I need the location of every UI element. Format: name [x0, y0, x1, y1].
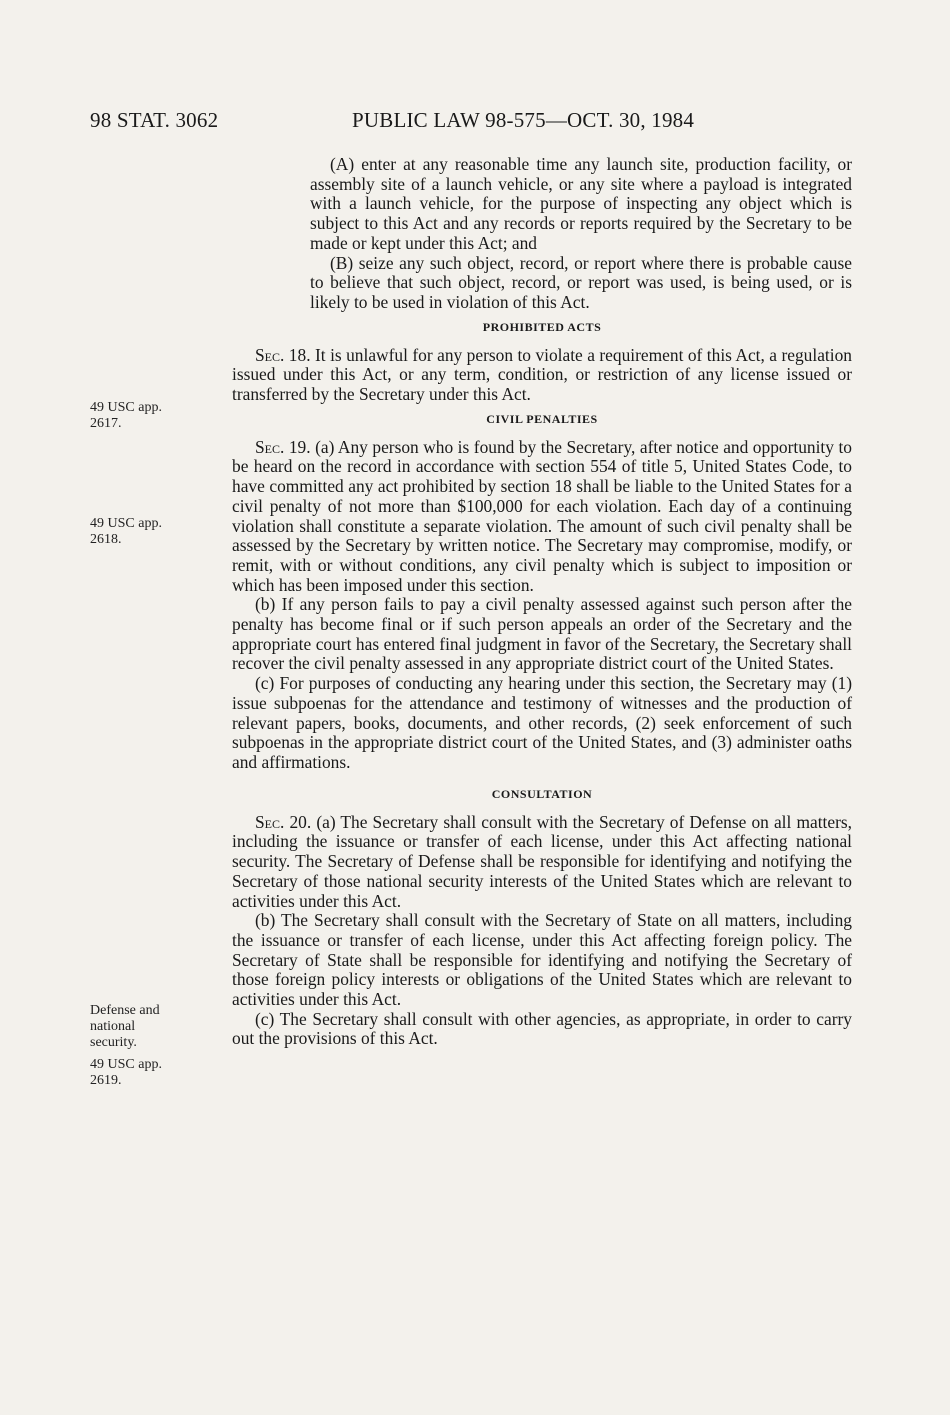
margin-note-sec20-usc: [90, 1057, 200, 1089]
margin-note-sec19: [90, 516, 200, 548]
margin-note-line: 49 USC app.: [90, 1057, 162, 1072]
public-law-title: PUBLIC LAW 98-575—OCT. 30, 1984: [352, 108, 695, 132]
heading-civil-penalties: CIVIL PENALTIES: [486, 411, 598, 426]
paragraph-b: (B) seize any such object, record, or report where there is probable cause to believe that such object, record, or report was used, is being used, or is likely to be used in violation of this Act.: [310, 252, 852, 312]
section-text: (a) Any person who is found by the Secretary, after notice and opportunity to be heard on the record in accordance with section 554 of title 5, United States Code, to have committed any act prohibited by section 18 shall be liable to the United States for a civil penalty of not more than $100,000 for each violation. Each day of a continuing violation shall constitute a separate violation. The amount of such civil penalty shall be assessed by the Secretary by written notice. The Secretary may compromise, modify, or remit, with or without conditions, any civil penalty which is subject to imposition or which has been imposed under this section.: [232, 436, 852, 595]
section-label: Sec. 19.: [255, 436, 311, 457]
section-text: It is unlawful for any person to violate a requirement of this Act, a regulation issued under this Act, or any term, condition, or restriction of any license issued or transferred by the Secretary under this Act.: [232, 344, 852, 405]
margin-note-line: 49 USC app.: [90, 400, 162, 415]
margin-note-line: Defense and: [90, 1003, 160, 1018]
section-label: Sec. 20.: [255, 811, 312, 832]
margin-note-line: security.: [90, 1035, 137, 1050]
section-18: [232, 346, 852, 405]
section-19-b: (b) If any person fails to pay a civil penalty assessed against such person after the penalty has become final or if such person appeals an order of the Secretary and the appropriate court has entered final judgment in favor of the Secretary, the Secretary shall recover the civil penalty assessed in any appropriate district court of the United States.: [232, 594, 852, 674]
section-text: (a) The Secretary shall consult with the Secretary of Defense on all matters, including the issuance or transfer of each license, under this Act affecting national security. The Secretary of Defense shall be responsible for identifying and notifying the Secretary of those national security interests of the United States which are relevant to activities under this Act.: [232, 811, 852, 911]
section-20-b: (b) The Secretary shall consult with the Secretary of State on all matters, including the issuance or transfer of each license, under this Act affecting foreign policy. The Secretary of State shall be responsible for identifying and notifying the Secretary of those foreign policy interests or obligations of the United States which are relevant to activities under this Act.: [232, 910, 852, 1010]
section-20-a: [232, 813, 852, 912]
section-label: Sec. 18.: [255, 344, 311, 365]
section-19-a: [232, 438, 852, 596]
heading-prohibited-acts: PROHIBITED ACTS: [482, 319, 602, 334]
heading-consultation: CONSULTATION: [491, 786, 593, 801]
page-header: [90, 108, 850, 138]
section-20-c: (c) The Secretary shall consult with other agencies, as appropriate, in order to carry out the provisions of this Act.: [232, 1008, 852, 1049]
margin-note-line: 2617.: [90, 416, 122, 431]
margin-note-line: 49 USC app.: [90, 516, 162, 531]
margin-note-line: national: [90, 1019, 136, 1034]
margin-note-sec20-topic: [90, 1003, 200, 1051]
margin-note-line: 2618.: [90, 532, 122, 547]
margin-note-line: 2619.: [90, 1073, 122, 1088]
body-text: [232, 155, 852, 1049]
paragraph-a: (A) enter at any reasonable time any launch site, production facility, or assembly site of a launch vehicle, or any site where a payload is integrated with a launch vehicle, for the purpose of inspecting any object which is subject to this Act and any records or reports required by the Secretary to be made or kept under this Act; and: [310, 154, 852, 253]
stat-page-number: 98 STAT. 3062: [90, 108, 219, 132]
section-19-c: (c) For purposes of conducting any hearing under this section, the Secretary may (1) issue subpoenas for the attendance and testimony of witnesses and the production of relevant papers, books, documents, and other records, (2) seek enforcement of such subpoenas in the appropriate district court of the United States, and (3) administer oaths and affirmations.: [232, 673, 852, 772]
margin-note-sec18: [90, 400, 200, 432]
